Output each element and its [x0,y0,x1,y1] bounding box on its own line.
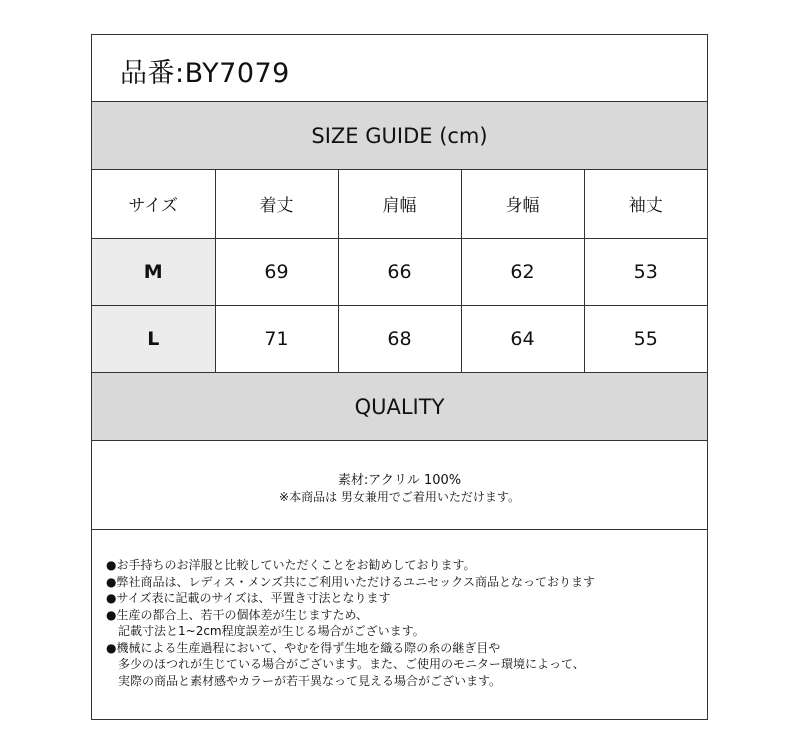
table-cell: 69 [215,238,338,305]
note-line: ●機械による生産過程において、やむを得ず生地を織る際の糸の継ぎ目や [106,640,501,655]
table-cell: 71 [215,305,338,372]
table-cell: 66 [338,238,461,305]
table-cell: 53 [584,238,707,305]
size-label: L [92,305,215,372]
quality-heading: QUALITY [92,373,707,441]
column-header-shoulder: 肩幅 [338,170,461,238]
product-title: 品番:BY7079 [120,58,290,89]
unisex-note: ※本商品は 男女兼用でご着用いただけます。 [279,490,520,504]
table-cell: 68 [338,305,461,372]
size-table [92,170,707,373]
table-cell: 64 [461,305,584,372]
table-row [92,305,707,372]
note-line: 記載寸法と1~2cm程度誤差が生じる場合がございます。 [118,624,425,638]
size-guide-heading: SIZE GUIDE (cm) [92,102,707,170]
column-header-width: 身幅 [461,170,584,238]
note-line: ●サイズ表に記載のサイズは、平置き寸法となります [106,591,391,605]
note-line: ●お手持ちのお洋服と比較していただくことをお勧めしております。 [106,558,476,572]
note-line: 実際の商品と素材感やカラーが若干異なって見える場合がございます。 [118,673,502,688]
notes-list [106,557,696,689]
column-header-size: サイズ [92,170,215,238]
material-text: 素材:アクリル 100% [337,473,462,488]
quality-section [92,441,707,530]
table-row [92,238,707,305]
note-line: 多少のほつれが生じている場合がございます。また、ご使用のモニター環境によって、 [118,657,585,671]
size-table-header-row [92,170,707,238]
size-sheet [91,34,708,720]
column-header-length: 着丈 [215,170,338,238]
table-cell: 55 [584,305,707,372]
table-cell: 62 [461,238,584,305]
column-header-sleeve: 袖丈 [584,170,707,238]
size-label: M [92,238,215,305]
note-line: ●生産の都合上、若干の個体差が生じますため、 [106,607,368,622]
product-title-bar [92,35,707,102]
note-line: ●弊社商品は、レディス・メンズ共にご利用いただけるユニセックス商品となっております [106,574,596,589]
